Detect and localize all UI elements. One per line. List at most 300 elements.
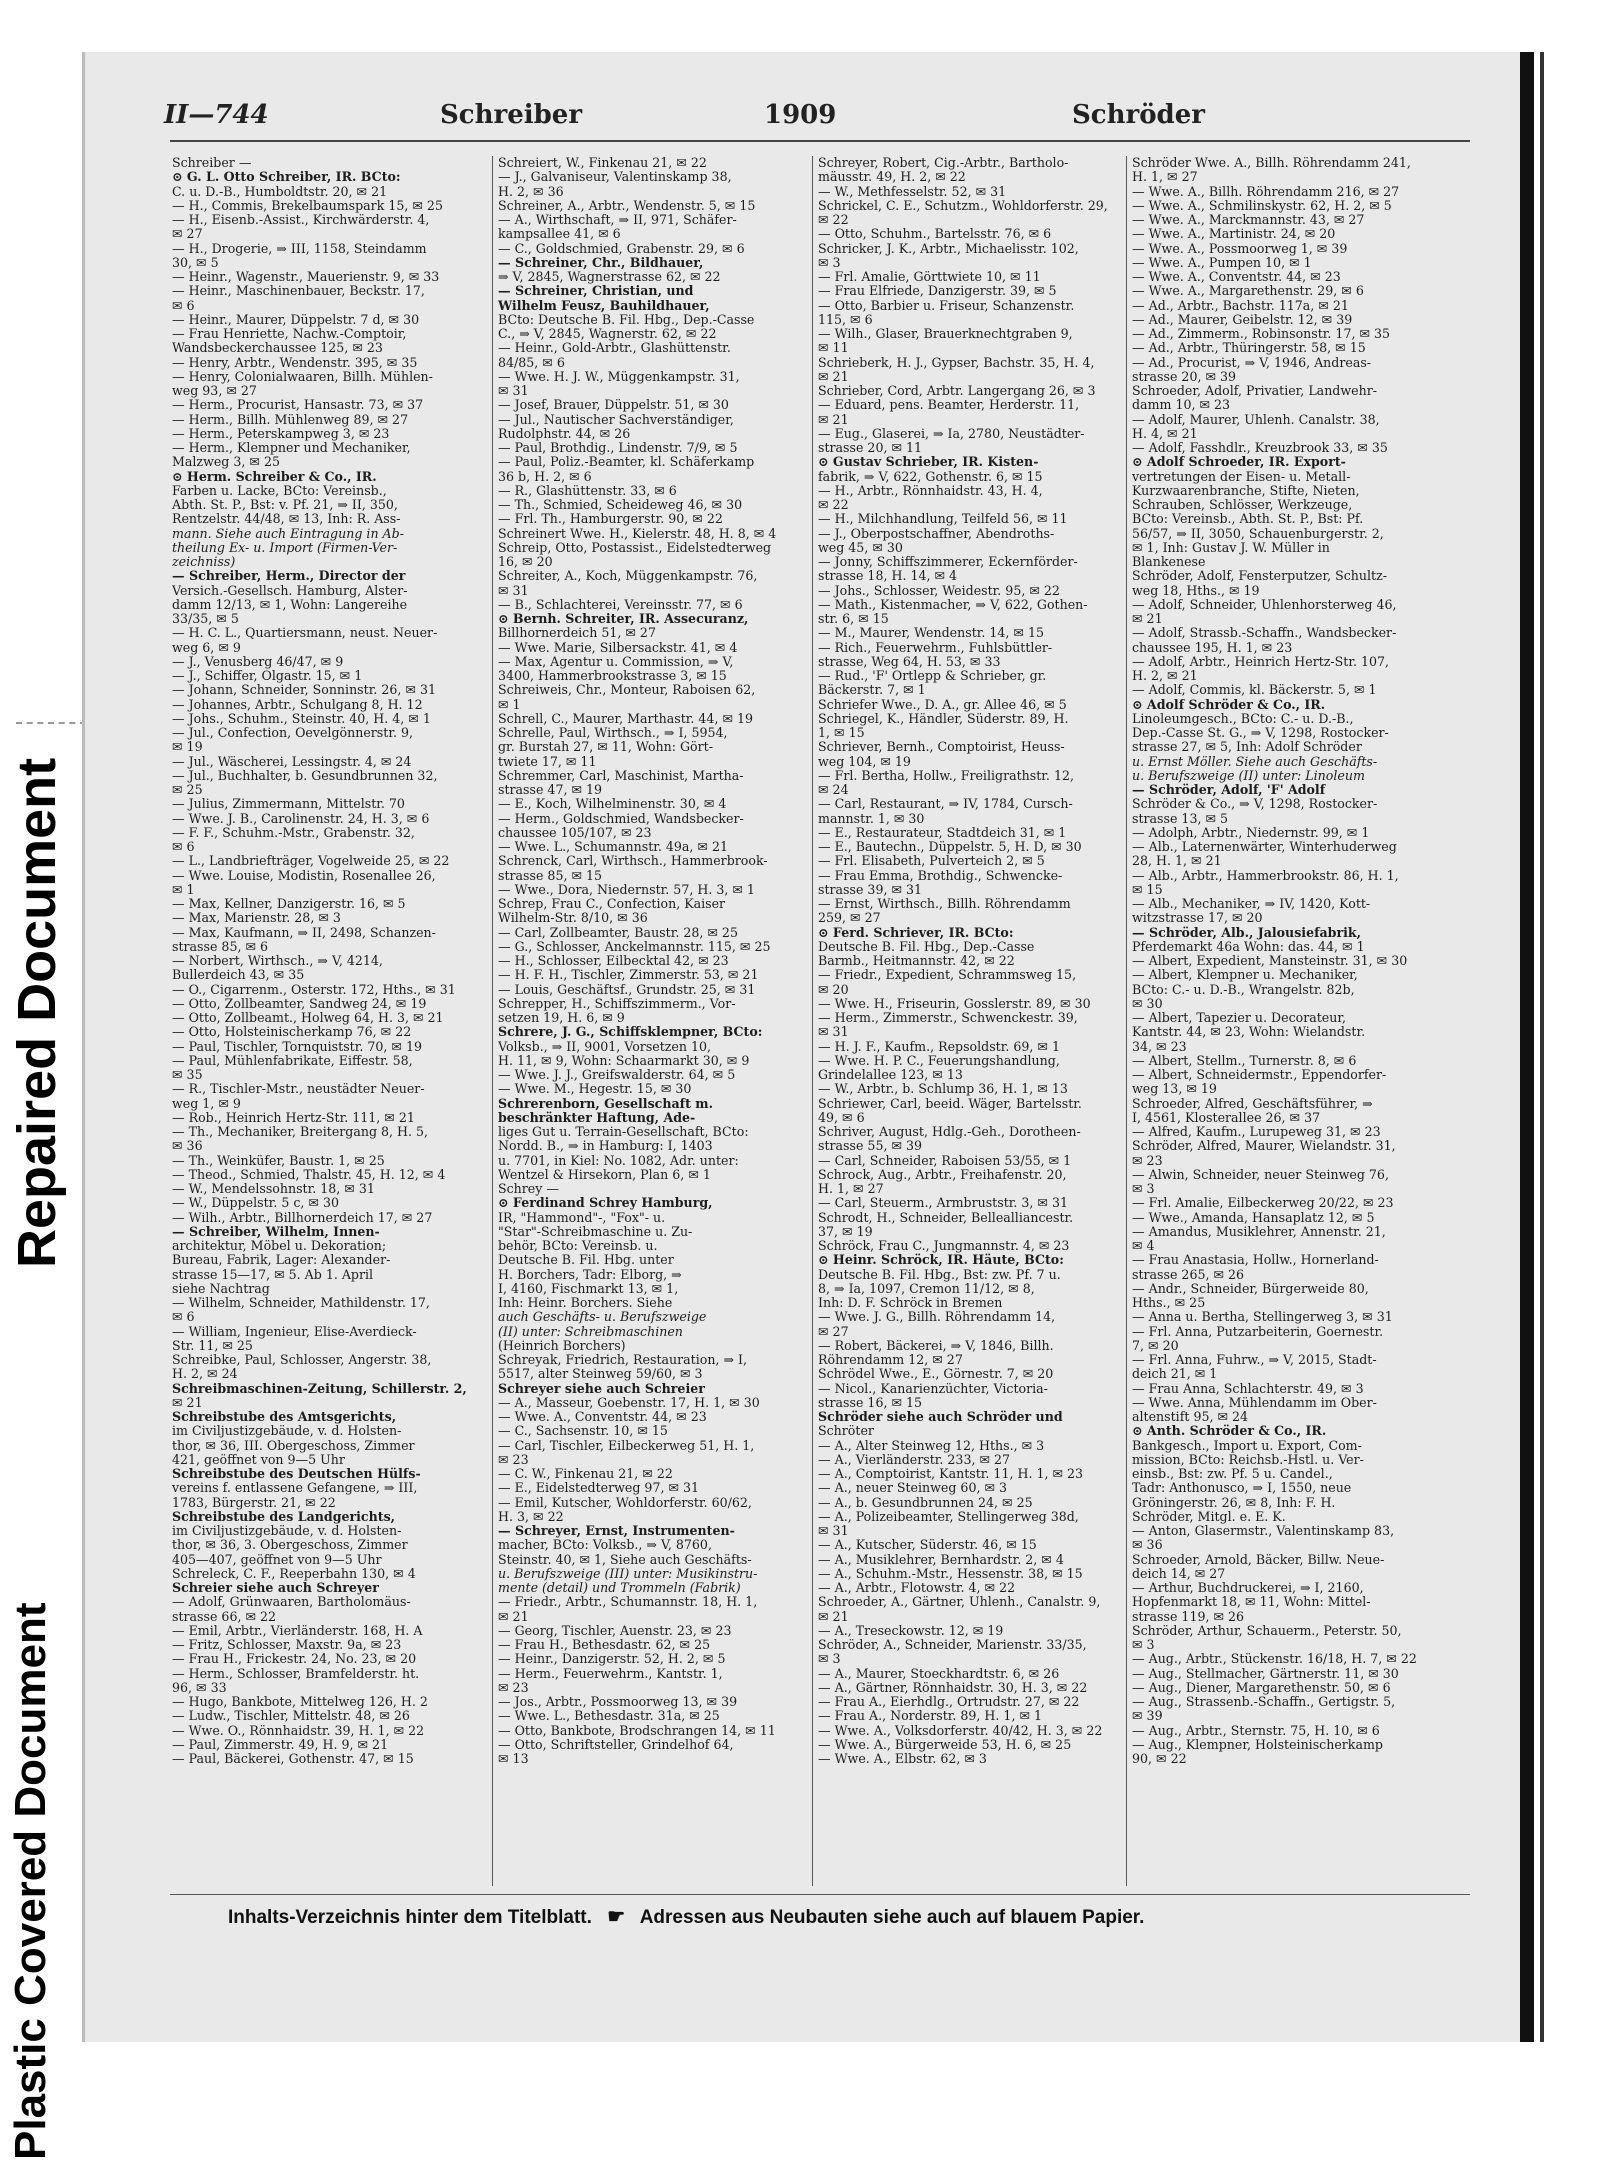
directory-entry: — Wwe. J. J., Greifswalderstr. 64, ✉ 5 — [498, 1068, 736, 1082]
directory-entry: ✉ 21 — [172, 1395, 203, 1410]
directory-entry: — Josef, Brauer, Düppelstr. 51, ✉ 30 — [498, 398, 729, 413]
directory-entry: ✉ 3 — [818, 255, 841, 270]
directory-entry: — Theod., Schmied, Thalstr. 45, H. 12, ✉ 4 — [172, 1167, 446, 1182]
directory-entry: ✉ 21 — [1132, 612, 1163, 626]
directory-entry: Schreleck, C. F., Reeperbahn 130, ✉ 4 — [172, 1566, 416, 1581]
directory-entry: — Max, Kaufmann, ⇒ II, 2498, Schanzen- — [172, 925, 436, 940]
directory-entry: — Paul, Brothdig., Lindenstr. 7/9, ✉ 5 — [498, 441, 738, 455]
directory-entry: auch Geschäfts- u. Berufszweige — [498, 1310, 707, 1325]
directory-entry: — A., Treseckowstr. 12, ✉ 19 — [818, 1623, 1004, 1638]
directory-entry: ⊙ Adolf Schroeder, IR. Export- — [1132, 455, 1346, 470]
directory-entry: — Louis, Geschäftsf., Grundstr. 25, ✉ 31 — [498, 982, 756, 997]
directory-entry: — J., Venusberg 46/47, ✉ 9 — [172, 654, 344, 669]
directory-entry: thor, ✉ 36, III. Obergeschoss, Zimmer — [172, 1438, 415, 1453]
directory-entry: strasse 20, ✉ 11 — [818, 441, 923, 455]
directory-entry: Schreiber — — [172, 156, 252, 170]
directory-entry: — Frl. Amalie, Eilbeckerweg 20/22, ✉ 23 — [1132, 1196, 1394, 1211]
directory-entry: — A., Polizeibeamter, Stellingerweg 38d, — [818, 1509, 1079, 1524]
directory-entry: Bureau, Fabrik, Lager: Alexander- — [172, 1253, 391, 1268]
page-edge — [1520, 52, 1534, 2042]
directory-entry: mission, BCto: Reichsb.-Hstl. u. Ver- — [1132, 1452, 1364, 1467]
cut-line — [16, 722, 86, 724]
directory-entry: u. Berufszweige (III) unter: Musikinstru- — [498, 1566, 758, 1581]
directory-entry: Malzweg 3, ✉ 25 — [172, 455, 280, 470]
directory-entry: ✉ 6 — [172, 298, 195, 313]
header-year: 1909 — [764, 100, 837, 130]
directory-entry: Hopfenmarkt 18, ✉ 11, Wohn: Mittel- — [1132, 1595, 1371, 1610]
directory-entry: — Wilhelm, Schneider, Mathildenstr. 17, — [172, 1296, 430, 1310]
directory-entry: — Schreyer, Ernst, Instrumenten- — [498, 1524, 735, 1538]
directory-entry: — Frau A., Norderstr. 89, H. 1, ✉ 1 — [818, 1709, 1043, 1724]
directory-entry: Gröningerstr. 26, ✉ 8, Inh: F. H. — [1132, 1495, 1336, 1510]
directory-entry: — H. F. H., Tischler, Zimmerstr. 53, ✉ 21 — [498, 968, 759, 983]
directory-entry: — A., Schuhm.-Mstr., Hessenstr. 38, ✉ 15 — [818, 1566, 1083, 1581]
directory-entry: Schreyak, Friedrich, Restauration, ⇒ I, — [498, 1353, 747, 1367]
directory-entry: ✉ 35 — [172, 1068, 203, 1082]
directory-entry: Schröder, Mitgl. e. E. K. — [1132, 1509, 1286, 1524]
directory-entry: Schreiner, A., Arbtr., Wendenstr. 5, ✉ 15 — [498, 198, 756, 213]
directory-entry: mäusstr. 49, H. 2, ✉ 22 — [818, 170, 966, 185]
directory-entry: mannstr. 1, ✉ 30 — [818, 811, 925, 826]
directory-entry: — Albert, Tapezier u. Decorateur, — [1132, 1011, 1347, 1025]
directory-entry: H. 1, ✉ 27 — [818, 1182, 884, 1196]
directory-entry: — Wwe. H. J. W., Müggenkampstr. 31, — [498, 369, 740, 384]
directory-entry: — Jul., Buchhalter, b. Gesundbrunnen 32, — [172, 768, 438, 783]
directory-entry: Bäckerstr. 7, ✉ 1 — [818, 683, 926, 698]
directory-entry: ⇒ V, 2845, Wagnerstrasse 62, ✉ 22 — [498, 270, 721, 284]
directory-entry: — Adolf, Grünwaaren, Bartholomäus- — [172, 1595, 411, 1610]
directory-entry: ✉ 22 — [818, 498, 849, 512]
directory-entry: Versich.-Gesellsch. Hamburg, Alster- — [172, 583, 408, 598]
directory-entry: Rudolphstr. 44, ✉ 26 — [498, 426, 631, 441]
directory-entry: u. 7701, in Kiel: No. 1082, Adr. unter: — [498, 1153, 739, 1168]
directory-entry: — Wwe. Anna, Mühlendamm im Ober- — [1132, 1395, 1377, 1410]
directory-entry: Wilhelm-Str. 8/10, ✉ 36 — [498, 911, 648, 926]
directory-entry: — Frl. Anna, Fuhrw., ⇒ V, 2015, Stadt- — [1132, 1353, 1377, 1367]
directory-entry: Schrodt, H., Schneider, Bellealliancestr. — [818, 1210, 1074, 1225]
directory-entry: Schroeder, Alfred, Geschäftsführer, ⇒ — [1132, 1096, 1373, 1111]
directory-entry: — Emil, Kutscher, Wohldorferstr. 60/62, — [498, 1495, 752, 1510]
directory-entry: — Th., Weinküfer, Baustr. 1, ✉ 25 — [172, 1153, 385, 1168]
directory-entry: ✉ 23 — [498, 1452, 529, 1467]
directory-entry: — Wwe. A., Conventstr. 44, ✉ 23 — [1132, 270, 1341, 284]
directory-entry: — O., Cigarrenm., Osterstr. 172, Hths., ✉ 31 — [172, 982, 456, 997]
directory-entry: Schreibmaschinen-Zeitung, Schillerstr. 2, — [172, 1381, 467, 1396]
directory-entry: — Wwe. A., Pumpen 10, ✉ 1 — [1132, 255, 1312, 270]
directory-entry: — Paul, Poliz.-Beamter, kl. Schäferkamp — [498, 455, 755, 470]
directory-entry: — B., Schlachterei, Vereinsstr. 77, ✉ 6 — [498, 597, 743, 612]
directory-entry: H. 11, ✉ 9, Wohn: Schaarmarkt 30, ✉ 9 — [498, 1053, 750, 1068]
directory-entry: — W., Düppelstr. 5 c, ✉ 30 — [172, 1196, 339, 1211]
directory-entry: — C., Sachsenstr. 10, ✉ 15 — [498, 1424, 668, 1439]
directory-entry: chaussee 105/107, ✉ 23 — [498, 825, 652, 840]
directory-entry: — C., Goldschmied, Grabenstr. 29, ✉ 6 — [498, 241, 745, 256]
directory-entry: Str. 11, ✉ 25 — [172, 1338, 253, 1353]
directory-entry: — Robert, Bäckerei, ⇒ V, 1846, Billh. — [818, 1338, 1054, 1353]
directory-entry: — Wwe. H., Friseurin, Gosslerstr. 89, ✉ 30 — [818, 996, 1091, 1011]
directory-entry: — Ad., Arbtr., Thüringerstr. 58, ✉ 15 — [1132, 341, 1366, 356]
directory-entry: u. Ernst Möller. Siehe auch Geschäfts- — [1132, 754, 1378, 769]
directory-entry: BCto: C.- u. D.-B., Wrangelstr. 82b, — [1132, 982, 1355, 997]
directory-entry: ✉ 1, Inh: Gustav J. W. Müller in — [1132, 540, 1330, 555]
directory-entry: Schroeder, Arnold, Bäcker, Billw. Neue- — [1132, 1552, 1385, 1567]
directory-entry: ✉ 13 — [498, 1752, 529, 1766]
page-edge-line — [1540, 52, 1544, 2042]
directory-entry: — A., neuer Steinweg 60, ✉ 3 — [818, 1481, 1008, 1496]
directory-entry: — Jul., Confection, Oevelgönnerstr. 9, — [172, 726, 413, 740]
directory-entry: ✉ 21 — [498, 1609, 529, 1624]
directory-entry: vereins f. entlassene Gefangene, ⇒ III, — [172, 1481, 418, 1496]
directory-entry: strasse 20, ✉ 39 — [1132, 369, 1237, 384]
directory-entry: Schrock, Aug., Arbtr., Freihafenstr. 20, — [818, 1167, 1067, 1182]
directory-entry: strasse 39, ✉ 31 — [818, 882, 923, 897]
column-divider — [1126, 156, 1127, 1886]
directory-entry: Schrauben, Schlösser, Werkzeuge, — [1132, 498, 1353, 512]
directory-entry: ✉ 6 — [172, 840, 195, 854]
header-left-keyword: Schreiber — [440, 100, 583, 130]
directory-entry: — Herm., Goldschmied, Wandsbecker- — [498, 811, 744, 826]
directory-entry: Bullerdeich 43, ✉ 35 — [172, 968, 305, 983]
directory-entry: — Max, Kellner, Danzigerstr. 16, ✉ 5 — [172, 897, 406, 911]
directory-entry: mente (detail) und Trommeln (Fabrik) — [498, 1581, 741, 1595]
directory-entry: 1, ✉ 15 — [818, 726, 865, 740]
directory-entry: 28, H. 1, ✉ 21 — [1132, 854, 1222, 869]
directory-entry: strasse 85, ✉ 6 — [172, 939, 269, 954]
directory-entry: — Paul, Tischler, Tornquiststr. 70, ✉ 19 — [172, 1039, 422, 1054]
directory-entry: — C. W., Finkenau 21, ✉ 22 — [498, 1467, 673, 1481]
directory-entry: — R., Tischler-Mstr., neustädter Neuer- — [172, 1082, 425, 1097]
directory-entry: — Alfred, Kaufm., Lurupeweg 31, ✉ 23 — [1132, 1125, 1381, 1139]
directory-entry: — A., b. Gesundbrunnen 24, ✉ 25 — [818, 1495, 1033, 1510]
footer-right-text: Adressen aus Neubauten siehe auch auf blauem Papier. — [639, 1907, 1145, 1928]
directory-entry: strasse 85, ✉ 15 — [498, 868, 603, 883]
directory-entry: — Frau Emma, Brothdig., Schwencke- — [818, 868, 1063, 883]
directory-entry: — Henry, Colonialwaaren, Billh. Mühlen- — [172, 369, 433, 384]
directory-entry: — J., Oberpostschaffner, Abendroths- — [818, 526, 1055, 541]
directory-entry: theilung Ex- u. Import (Firmen-Ver- — [172, 540, 398, 555]
directory-entry: H. 1, ✉ 27 — [1132, 170, 1198, 185]
directory-entry: Schroeder, A., Gärtner, Uhlenh., Canalstr. 9, — [818, 1595, 1101, 1610]
directory-entry: ✉ 36 — [1132, 1538, 1163, 1553]
directory-entry: — Wwe. A., Bürgerweide 53, H. 6, ✉ 25 — [818, 1737, 1072, 1752]
directory-entry: — A., Arbtr., Flotowstr. 4, ✉ 22 — [818, 1581, 1016, 1595]
directory-entry: — Frau A., Eierhdlg., Ortrudstr. 27, ✉ 22 — [818, 1695, 1080, 1709]
directory-entry: 16, ✉ 20 — [498, 555, 553, 569]
directory-entry: Barmb., Heitmannstr. 42, ✉ 22 — [818, 954, 1015, 968]
directory-entry: Schreiter, A., Koch, Müggenkampstr. 76, — [498, 569, 758, 584]
directory-entry: — Wilh., Glaser, Brauerknechtgraben 9, — [818, 327, 1073, 341]
directory-entry: macher, BCto: Volksb., ⇒ V, 8760, — [498, 1538, 712, 1553]
directory-entry: Deutsche B. Fil. Hbg. unter — [498, 1253, 674, 1268]
directory-entry: — Adolf, Schneider, Uhlenhorsterweg 46, — [1132, 597, 1397, 612]
page-number: II—744 — [164, 100, 269, 130]
directory-entry: — E., Koch, Wilhelminenstr. 30, ✉ 4 — [498, 797, 727, 812]
directory-entry: Nordd. B., ⇒ in Hamburg: I, 1403 — [498, 1139, 713, 1154]
directory-entry: ✉ 20 — [818, 982, 849, 997]
directory-entry: gr. Burstah 27, ✉ 11, Wohn: Gört- — [498, 740, 713, 755]
directory-entry: — Amandus, Musiklehrer, Annenstr. 21, — [1132, 1224, 1386, 1239]
directory-entry: ✉ 23 — [1132, 1153, 1163, 1168]
directory-entry: ✉ 24 — [818, 783, 849, 797]
directory-entry: — Albert, Klempner u. Mechaniker, — [1132, 968, 1358, 983]
directory-entry: Schröter — [818, 1424, 874, 1439]
directory-entry: — E., Eidelstedterweg 97, ✉ 31 — [498, 1481, 700, 1496]
directory-entry: siehe Nachtrag — [172, 1281, 270, 1296]
directory-entry: Schröder Wwe. A., Billh. Röhrendamm 241, — [1132, 156, 1411, 170]
directory-column-4 — [1132, 156, 1450, 1886]
footer-rule — [170, 1894, 1470, 1895]
side-label-repaired: Repaired Document — [7, 757, 67, 1268]
directory-entry: ✉ 27 — [818, 1324, 849, 1339]
directory-entry: — Heinr., Gold-Arbtr., Glashüttenstr. — [498, 341, 731, 356]
directory-entry: — Wwe. J. B., Carolinenstr. 24, H. 3, ✉ 6 — [172, 811, 430, 826]
directory-entry: — W., Arbtr., b. Schlump 36, H. 1, ✉ 13 — [818, 1082, 1068, 1097]
directory-entry: — Wwe. M., Hegestr. 15, ✉ 30 — [498, 1082, 692, 1097]
directory-entry: — Herm., Procurist, Hansastr. 73, ✉ 37 — [172, 398, 424, 413]
directory-entry: beschränkter Haftung, Ade- — [498, 1110, 696, 1125]
directory-entry: — Jonny, Schiffszimmerer, Eckernförder- — [818, 555, 1078, 569]
directory-entry: — A., Vierländerstr. 233, ✉ 27 — [818, 1452, 1011, 1467]
directory-entry: BCto: Vereinsb., Abth. St. P., Bst: Pf. — [1132, 512, 1364, 527]
directory-entry: — Henry, Arbtr., Wendenstr. 395, ✉ 35 — [172, 355, 418, 370]
directory-entry: — Aug., Klempner, Holsteinischerkamp — [1132, 1737, 1383, 1752]
directory-entry: — Wwe. A., Volksdorferstr. 40/42, H. 3, ✉ 22 — [818, 1723, 1103, 1738]
directory-entry: Schrödel Wwe., E., Görnestr. 7, ✉ 20 — [818, 1367, 1054, 1382]
directory-entry: ✉ 31 — [818, 1025, 849, 1040]
directory-entry: — E., Bautechn., Düppelstr. 5, H. D, ✉ 30 — [818, 840, 1082, 854]
directory-entry: I, 4561, Klosterallee 26, ✉ 37 — [1132, 1110, 1321, 1125]
directory-entry: ⊙ Bernh. Schreiter, IR. Assecuranz, — [498, 612, 749, 626]
directory-entry: — Schröder, Alb., Jalousiefabrik, — [1132, 925, 1362, 940]
directory-entry: Schreyer, Robert, Cig.-Arbtr., Bartholo- — [818, 156, 1069, 170]
directory-entry: — Frl. Amalie, Görttwiete 10, ✉ 11 — [818, 270, 1041, 284]
directory-entry: ✉ 3 — [1132, 1638, 1155, 1652]
directory-entry: — William, Ingenieur, Elise-Averdieck- — [172, 1324, 417, 1339]
directory-entry: — Paul, Mühlenfabrikate, Eiffestr. 58, — [172, 1053, 413, 1068]
directory-entry: — R., Glashüttenstr. 33, ✉ 6 — [498, 483, 677, 498]
directory-entry: — Ernst, Wirthsch., Billh. Röhrendamm — [818, 897, 1071, 911]
directory-entry: — Eug., Glaserei, ⇒ Ia, 2780, Neustädter- — [818, 426, 1085, 441]
directory-entry: — Carl, Schneider, Raboisen 53/55, ✉ 1 — [818, 1153, 1072, 1168]
directory-entry: weg 45, ✉ 30 — [818, 540, 903, 555]
directory-entry: — Otto, Bankbote, Brodschrangen 14, ✉ 11 — [498, 1723, 776, 1738]
directory-entry: Blankenese — [1132, 555, 1206, 569]
directory-entry: Schrere, J. G., Schiffsklempner, BCto: — [498, 1025, 763, 1040]
directory-entry: Schreibstube des Amtsgerichts, — [172, 1410, 397, 1424]
directory-entry: Deutsche B. Fil. Hbg., Bst: zw. Pf. 7 u. — [818, 1267, 1061, 1282]
directory-entry: C. u. D.-B., Humboldtstr. 20, ✉ 21 — [172, 184, 388, 199]
directory-entry: ✉ 30 — [1132, 996, 1163, 1011]
directory-entry: strasse 66, ✉ 22 — [172, 1609, 277, 1624]
directory-entry: — Herm., Zimmerstr., Schwenckestr. 39, — [818, 1011, 1078, 1025]
directory-entry: — Adolf, Maurer, Uhlenh. Canalstr. 38, — [1132, 412, 1380, 427]
directory-entry: — Wwe. A., Billh. Röhrendamm 216, ✉ 27 — [1132, 184, 1400, 199]
directory-entry: ✉ 1 — [498, 697, 521, 712]
directory-entry: ✉ 31 — [498, 583, 529, 598]
directory-entry: Röhrendamm 12, ✉ 27 — [818, 1353, 963, 1367]
directory-entry: — Wwe. L., Bethesdastr. 31a, ✉ 25 — [498, 1709, 720, 1724]
running-header — [122, 100, 1422, 136]
directory-column-2 — [498, 156, 816, 1886]
directory-entry: damm 12/13, ✉ 1, Wohn: Langereihe — [172, 597, 408, 612]
directory-entry: strasse 18, H. 14, ✉ 4 — [818, 569, 958, 584]
directory-entry: — J., Schiffer, Olgastr. 15, ✉ 1 — [172, 669, 363, 683]
page-footer — [228, 1904, 1428, 1929]
directory-entry: Wentzel & Hirsekorn, Plan 6, ✉ 1 — [498, 1167, 711, 1182]
directory-entry: — Paul, Bäckerei, Gothenstr. 47, ✉ 15 — [172, 1752, 414, 1766]
directory-entry: — H., Eisenb.-Assist., Kirchwärderstr. 4, — [172, 213, 430, 227]
directory-entry: — Frau Elfriede, Danzigerstr. 39, ✉ 5 — [818, 284, 1057, 299]
directory-entry: 90, ✉ 22 — [1132, 1752, 1187, 1766]
directory-entry: BCto: Deutsche B. Fil. Hbg., Dep.-Casse — [498, 312, 755, 327]
directory-entry: — Schreiner, Christian, und — [498, 284, 694, 299]
directory-entry: — Frau Anna, Schlachterstr. 49, ✉ 3 — [1132, 1381, 1364, 1396]
directory-entry: — Frau H., Bethesdastr. 62, ✉ 25 — [498, 1638, 711, 1652]
directory-entry: — Frl. Bertha, Hollw., Freiligrathstr. 12, — [818, 768, 1074, 783]
pointing-hand-icon: ☛ — [607, 1906, 626, 1928]
directory-entry: — Max, Marienstr. 28, ✉ 3 — [172, 911, 341, 926]
directory-entry: — Wwe., Amanda, Hansaplatz 12, ✉ 5 — [1132, 1210, 1375, 1225]
directory-entry: ✉ 3 — [818, 1652, 841, 1667]
directory-entry: strasse, Weg 64, H. 53, ✉ 33 — [818, 654, 1001, 669]
directory-entry: — Carl, Zollbeamter, Baustr. 28, ✉ 25 — [498, 925, 738, 940]
directory-entry: — Frau Anastasia, Hollw., Hornerland- — [1132, 1253, 1379, 1268]
directory-entry: — J., Galvaniseur, Valentinskamp 38, — [498, 170, 732, 185]
directory-entry: — Frl. Anna, Putzarbeiterin, Goernestr. — [1132, 1324, 1384, 1339]
directory-entry: — Frau H., Frickestr. 24, No. 23, ✉ 20 — [172, 1652, 417, 1667]
directory-entry: Schriegel, K., Händler, Süderstr. 89, H. — [818, 711, 1069, 726]
directory-entry: — Rich., Feuerwehrm., Fuhlsbüttler- — [818, 640, 1053, 655]
directory-entry: — Herm., Klempner und Mechaniker, — [172, 441, 411, 455]
directory-entry: H. 3, ✉ 22 — [498, 1509, 564, 1524]
directory-entry: — Adolf, Fasshdlr., Kreuzbrook 33, ✉ 35 — [1132, 441, 1388, 455]
directory-entry: Deutsche B. Fil. Hbg., Dep.-Casse — [818, 939, 1035, 954]
directory-entry: ⊙ Heinr. Schröck, IR. Häute, BCto: — [818, 1253, 1064, 1268]
header-rule — [170, 140, 1470, 142]
directory-entry: — Otto, Barbier u. Friseur, Schanzenstr. — [818, 298, 1075, 313]
directory-entry: — Heinr., Danzigerstr. 52, H. 2, ✉ 5 — [498, 1652, 726, 1667]
directory-entry: im Civiljustizgebäude, v. d. Holsten- — [172, 1524, 402, 1538]
directory-entry: — Herm., Peterskampweg 3, ✉ 23 — [172, 426, 390, 441]
directory-entry: H. Borchers, Tadr: Elborg, ⇒ — [498, 1267, 682, 1282]
directory-entry: — A., Masseur, Goebenstr. 17, H. 1, ✉ 30 — [498, 1395, 760, 1410]
directory-entry: — Wwe. H. P. C., Feuerungshandlung, — [818, 1053, 1060, 1068]
directory-entry: — Wwe. A., Possmoorweg 1, ✉ 39 — [1132, 241, 1348, 256]
directory-entry: — Otto, Zollbeamter, Sandweg 24, ✉ 19 — [172, 996, 427, 1011]
directory-entry: — Frau Henriette, Nachw.-Comptoir, — [172, 327, 407, 341]
directory-entry: 1783, Bürgerstr. 21, ✉ 22 — [172, 1495, 336, 1510]
directory-entry: weg 104, ✉ 19 — [818, 754, 911, 769]
directory-entry: — Wwe. A., Conventstr. 44, ✉ 23 — [498, 1410, 707, 1424]
directory-entry: — Wilh., Arbtr., Billhornerdeich 17, ✉ 27 — [172, 1210, 433, 1225]
directory-entry: ⊙ Adolf Schröder & Co., IR. — [1132, 697, 1326, 712]
directory-entry: — Otto, Holsteinischerkamp 76, ✉ 22 — [172, 1025, 412, 1040]
directory-entry: ✉ 1 — [172, 882, 195, 897]
directory-entry: — M., Maurer, Wendenstr. 14, ✉ 15 — [818, 626, 1045, 641]
directory-entry: — Jos., Arbtr., Possmoorweg 13, ✉ 39 — [498, 1695, 738, 1709]
directory-entry: liges Gut u. Terrain-Gesellschaft, BCto: — [498, 1125, 749, 1139]
directory-entry: — Wwe. A., Elbstr. 62, ✉ 3 — [818, 1752, 987, 1766]
directory-entry: — H. J. F., Kaufm., Repsoldstr. 69, ✉ 1 — [818, 1039, 1060, 1054]
directory-entry: — Alb., Mechaniker, ⇒ IV, 1420, Kott- — [1132, 897, 1371, 911]
directory-entry: — Wwe. A., Martinistr. 24, ✉ 20 — [1132, 227, 1336, 242]
directory-entry: — A., Wirthschaft, ⇒ II, 971, Schäfer- — [498, 213, 737, 227]
directory-entry: Schröck, Frau C., Jungmannstr. 4, ✉ 23 — [818, 1239, 1070, 1253]
directory-entry: — Adolph, Arbtr., Niedernstr. 99, ✉ 1 — [1132, 825, 1370, 840]
directory-entry: Tadr: Anthonusco, ⇒ I, 1550, neue — [1132, 1481, 1352, 1496]
directory-entry: ✉ 21 — [818, 412, 849, 427]
directory-entry: Schriefer Wwe., D. A., gr. Allee 46, ✉ 5 — [818, 697, 1067, 712]
directory-entry: — Otto, Schriftsteller, Grindelhof 64, — [498, 1737, 734, 1752]
directory-entry: Schreibke, Paul, Schlosser, Angerstr. 38, — [172, 1353, 432, 1367]
directory-entry: — Johs., Schuhm., Steinstr. 40, H. 4, ✉ 1 — [172, 711, 431, 726]
directory-entry: vertretungen der Eisen- u. Metall- — [1132, 469, 1351, 484]
directory-entry: Schröder, A., Schneider, Marienstr. 33/35, — [818, 1638, 1087, 1652]
directory-entry: H. 2, ✉ 24 — [172, 1367, 238, 1382]
directory-entry: Schreibstube des Landgerichts, — [172, 1509, 396, 1524]
directory-entry: — Herm., Feuerwehrm., Kantstr. 1, — [498, 1666, 723, 1681]
directory-entry: ⊙ Ferdinand Schrey Hamburg, — [498, 1196, 713, 1211]
directory-entry: — Otto, Schuhm., Bartelsstr. 76, ✉ 6 — [818, 227, 1052, 242]
directory-entry: strasse 16, ✉ 15 — [818, 1395, 923, 1410]
directory-entry: — Friedr., Arbtr., Schumannstr. 18, H. 1, — [498, 1595, 758, 1610]
directory-entry: — Wwe. Louise, Modistin, Rosenallee 26, — [172, 868, 436, 883]
directory-entry: — Alb., Arbtr., Hammerbrookstr. 86, H. 1, — [1132, 868, 1399, 883]
directory-column-3 — [818, 156, 1136, 1886]
directory-entry: Wilhelm Feusz, Bauhildhauer, — [498, 298, 710, 313]
column-divider — [812, 156, 813, 1886]
directory-entry: Wandsbeckerchaussee 125, ✉ 23 — [172, 341, 383, 356]
directory-entry: — Heinr., Wagenstr., Mauerienstr. 9, ✉ 33 — [172, 270, 440, 284]
directory-entry: 34, ✉ 23 — [1132, 1039, 1187, 1054]
column-divider — [492, 156, 493, 1886]
directory-entry: 405—407, geöffnet von 9—5 Uhr — [172, 1552, 382, 1567]
directory-entry: — G., Schlosser, Anckelmannstr. 115, ✉ 25 — [498, 939, 771, 954]
directory-entry: weg 6, ✉ 9 — [172, 640, 241, 655]
directory-entry: fabrik, ⇒ V, 622, Gothenstr. 6, ✉ 15 — [818, 469, 1043, 484]
directory-entry: ⊙ Anth. Schröder & Co., IR. — [1132, 1424, 1327, 1439]
directory-entry: Schrepper, H., Schiffszimmerm., Vor- — [498, 996, 736, 1011]
directory-entry: Schröder & Co., ⇒ V, 1298, Rostocker- — [1132, 797, 1378, 812]
directory-entry: Schreiweis, Chr., Monteur, Raboisen 62, — [498, 683, 756, 698]
directory-entry: — Adolf, Commis, kl. Bäckerstr. 5, ✉ 1 — [1132, 683, 1377, 698]
directory-entry: — Max, Agentur u. Commission, ⇒ V, — [498, 654, 734, 669]
directory-column-1 — [172, 156, 490, 1886]
directory-entry: ✉ 23 — [498, 1680, 529, 1695]
directory-entry: — Eduard, pens. Beamter, Herderstr. 11, — [818, 398, 1080, 413]
directory-entry: — Ad., Maurer, Geibelstr. 12, ✉ 39 — [1132, 312, 1353, 327]
directory-entry: C., ⇒ V, 2845, Wagnerstr. 62, ✉ 22 — [498, 327, 717, 341]
directory-entry: — Schröder, Adolf, 'F' Adolf — [1132, 783, 1326, 797]
directory-entry: — H., Milchhandlung, Teilfeld 56, ✉ 11 — [818, 512, 1068, 527]
directory-entry: I, 4160, Fischmarkt 13, ✉ 1, — [498, 1281, 679, 1296]
directory-entry: — A., Kutscher, Süderstr. 46, ✉ 15 — [818, 1538, 1037, 1553]
directory-entry: ✉ 31 — [818, 1524, 849, 1538]
directory-entry: Farben u. Lacke, BCto: Vereinsb., — [172, 483, 387, 498]
directory-entry: Schröder siehe auch Schröder und — [818, 1410, 1063, 1424]
directory-entry: — Anton, Glasermstr., Valentinskamp 83, — [1132, 1524, 1395, 1538]
directory-entry: 3400, Hammerbrookstrasse 3, ✉ 15 — [498, 669, 727, 683]
directory-entry: Schreinert Wwe. H., Kielerstr. 48, H. 8, ✉ 4 — [498, 526, 777, 541]
directory-entry: str. 6, ✉ 15 — [818, 612, 889, 626]
directory-entry: — Carl, Tischler, Eilbeckerweg 51, H. 1, — [498, 1438, 755, 1453]
directory-entry: — Ad., Zimmerm., Robinsonstr. 17, ✉ 35 — [1132, 327, 1391, 341]
directory-entry: — Wwe. A., Marckmannstr. 43, ✉ 27 — [1132, 213, 1365, 227]
directory-entry: — Rob., Heinrich Hertz-Str. 111, ✉ 21 — [172, 1110, 415, 1125]
directory-entry: — Alb., Laternenwärter, Winterhuderweg — [1132, 840, 1397, 854]
directory-entry: — Aug., Diener, Margarethenstr. 50, ✉ 6 — [1132, 1680, 1391, 1695]
directory-entry: — H., Arbtr., Rönnhaidstr. 43, H. 4, — [818, 483, 1043, 498]
